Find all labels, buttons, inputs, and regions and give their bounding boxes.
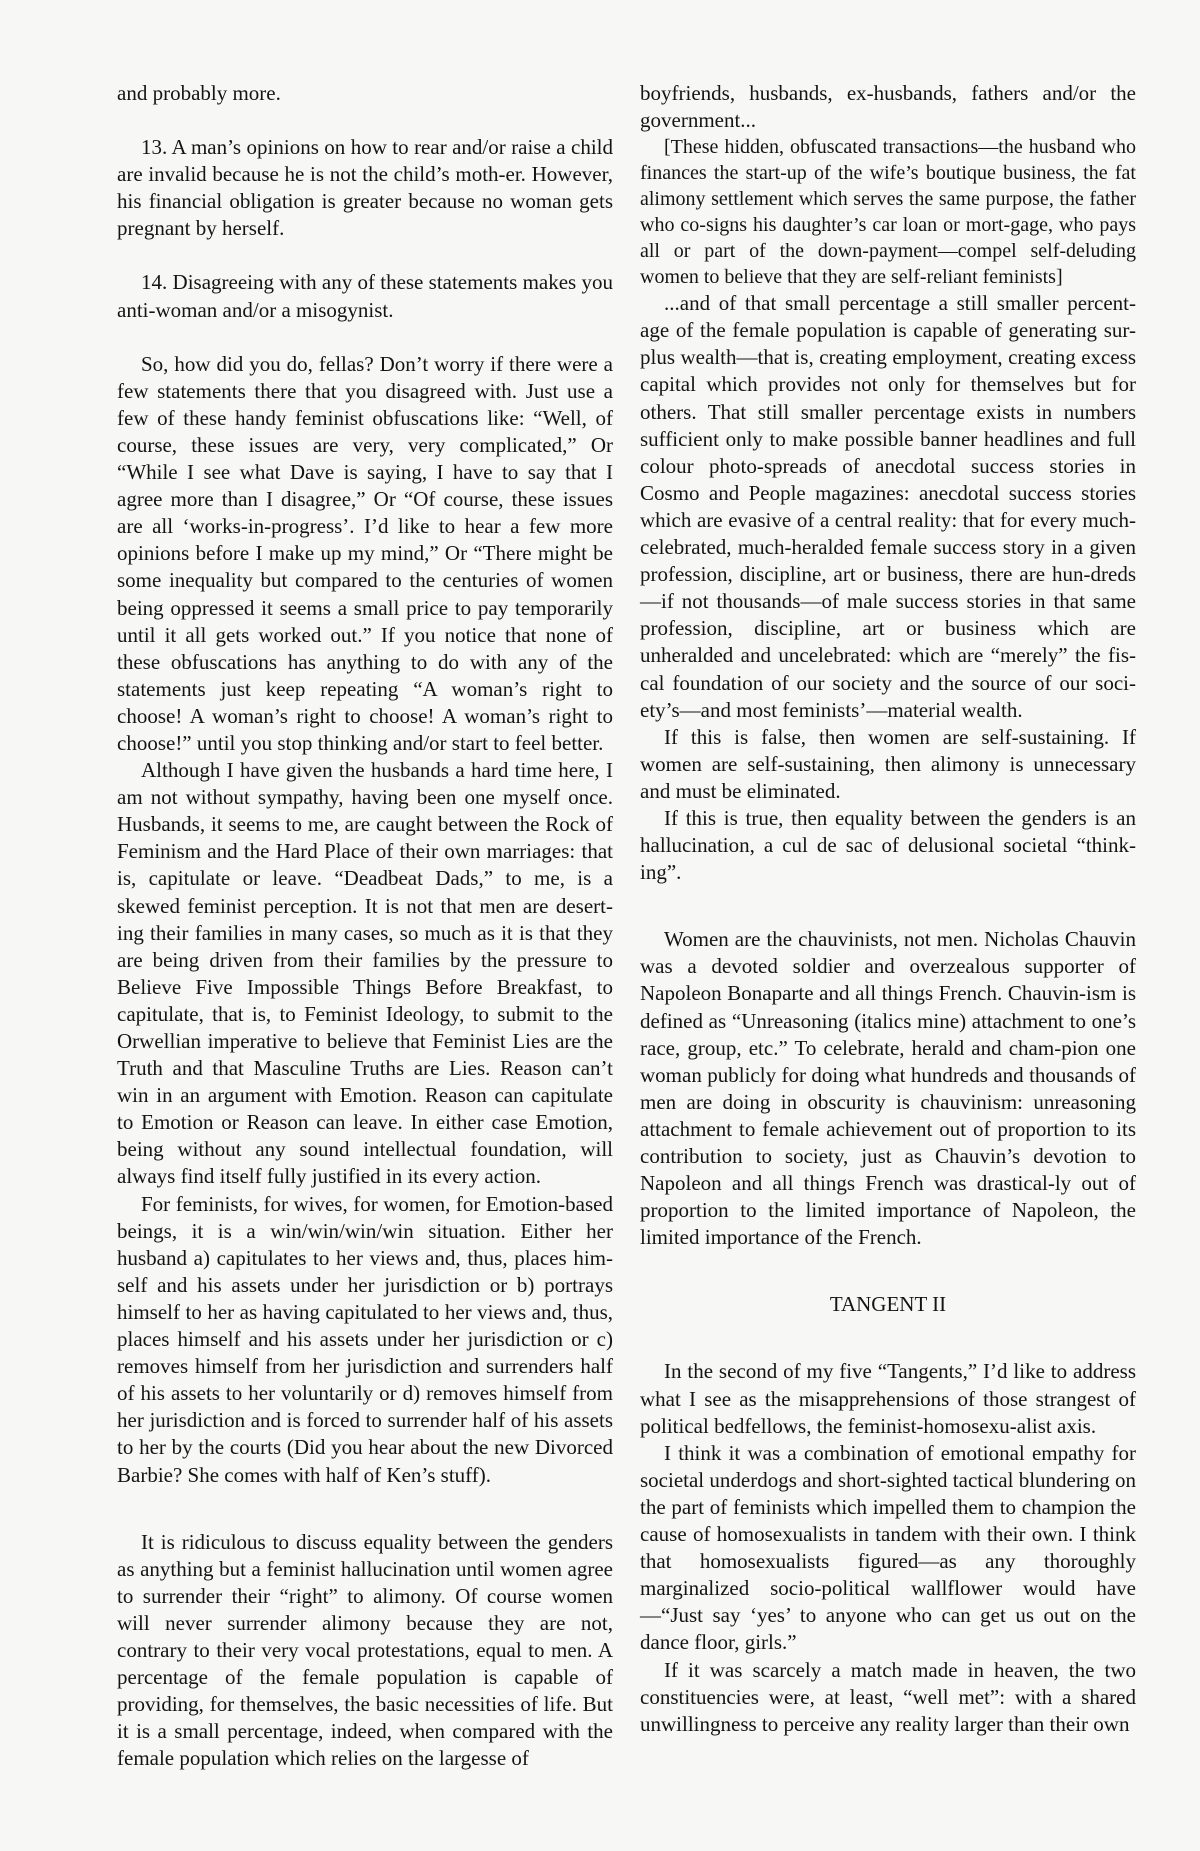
right-column [640,80,1136,1738]
paragraph: It is ridiculous to discuss equality between the genders as anything but a feminist hallucination until women agree to surrender their “right” to alimony. Of course women will never surrender alimony because they are not, contrary to their very vocal protestations, equal to men. A percentage of the female population is capable of providing, for themselves, the basic necessities of life. But it is a small percentage, indeed, when compared with the female population which relies on the largesse of [117,1529,613,1771]
paragraph: and probably more. [117,81,281,105]
paragraph: Although I have given the husbands a hard time here, I am not without sympathy, having been one myself once. Husbands, it seems to me, are caught between the Rock of Feminism and the Hard Place of their own marriages: that is, capitulate or leave. “Deadbeat Dads,” to me, is a skewed feminist perception. It is not that men are desert-ing their families in many cases, so much as it is that they are being driven from their families by the pressure to Believe Five Impossible Things Before Breakfast, to capitulate, that is, to Feminist Ideology, to submit to the Orwellian imperative to believe that Feminist Lies are the Truth and that Masculine Truths are Lies. Reason can’t win in an argument with Emotion. Reason can capitulate to Emotion or Reason can leave. In either case Emotion, being without any sound intellectual foundation, will always find itself fully justified in its every action. [117,758,613,1189]
paragraph: If it was scarcely a match made in heaven, the two constituencies were, at least, “well met”: with a shared unwillingness to perceive any reality larger than their own [640,1657,1136,1736]
paragraph: Women are the chauvinists, not men. Nicholas Chauvin was a devoted soldier and overzealous supporter of Napoleon Bonaparte and all things French. Chauvin-ism is defined as “Unreasoning (italics mine) attachment to one’s race, group, etc.” To celebrate, herald and cham-pion one woman publicly for doing what hundreds and thousands of men are doing in obscurity is chauvinism: unreasoning attachment to female achievement out of proportion to its contribution to society, just as Chauvin’s devotion to Napoleon and all things French was drastical-ly out of proportion to the limited importance of Napoleon, the limited importance of the French. [640,927,1136,1250]
paragraph: I think it was a combination of emotional empathy for societal underdogs and short-sighted tactical blundering on the part of feminists which impelled them to champion the cause of homosexualists in tandem with their own. I think that homosexualists figured—as any thoroughly marginalized socio-political wallflower would have—“Just say ‘yes’ to anyone who can get us out on the dance floor, girls.” [640,1440,1136,1655]
left-column [117,80,613,1772]
bracketed-paragraph: [These hidden, obfuscated transactions—the husband who finances the start-up of the wife’s boutique business, the fat alimony settlement which serves the same purpose, the father who co-signs his daughter’s car loan or mort-gage, who pays all or part of the down-payment—compel self-deluding women to believe that they are self-reliant feminists] [640,136,1136,289]
list-item-13: 13. A man’s opinions on how to rear and/or raise a child are invalid because he is not the child’s moth-er. However, his financial obligation is greater because no woman gets pregnant by herself. [117,135,613,241]
list-item-14: 14. Disagreeing with any of these statements makes you anti-woman and/or a misogynist. [117,270,613,322]
paragraph: ...and of that small percentage a still smaller percent-age of the female population is capable of generating sur-plus wealth—that is, creating employment, creating excess capital which provides not only for themselves but for others. That still smaller percentage exists in numbers sufficient only to make possible banner headlines and full colour photo-spreads of anecdotal success stories in Cosmo and People magazines: anecdotal success stories which are evasive of a central reality: that for every much-celebrated, much-heralded female success story in a given profession, discipline, art or business, there are hun-dreds—if not thousands—of male success stories in that same profession, discipline, art or business which are unheralded and uncelebrated: which are “merely” the fis-cal foundation of our society and the source of our soci-ety’s—and most feminists’—material wealth. [640,291,1136,722]
paragraph: For feminists, for wives, for women, for Emotion-based beings, it is a win/win/win/win situation. Either her husband a) capitulates to her views and, thus, places him-self and his assets under her jurisdiction or b) portrays himself to her as having capitulated to her views and, thus, places himself and his assets under her jurisdiction or c) removes himself from her jurisdiction and surrenders half of his assets to her voluntarily or d) removes himself from her jurisdiction and is forced to surrender half of his assets to her by the courts (Did you hear about the new Divorced Barbie? She comes with half of Ken’s stuff). [117,1191,613,1487]
paragraph: boyfriends, husbands, ex-husbands, fathers and/or the government... [640,81,1136,133]
paragraph: If this is true, then equality between the genders is an hallucination, a cul de sac of delusional societal “think-ing”. [640,805,1136,885]
paragraph: So, how did you do, fellas? Don’t worry if there were a few statements there that you disagreed with. Just use a few of these handy feminist obfuscations like: “Well, of course, these issues are very, very complicated,” Or “While I see what Dave is saying, I have to say that I agree more than I disagree,” Or “Of course, these issues are all ‘works-in-progress’. I’d like to hear a few more opinions before I make up my mind,” Or “There might be some inequality but compared to the centuries of women being oppressed it seems a small price to pay temporarily until it all gets worked out.” If you notice that none of these obfuscations has anything to do with any of the statements just keep repeating “A woman’s right to choose! A woman’s right to choose! A woman’s right to choose!” until you stop thinking and/or start to feel better. [117,351,613,755]
section-heading: TANGENT II [829,1292,947,1317]
paragraph: If this is false, then women are self-sustaining. If women are self-sustaining, then alimony is unnecessary and must be eliminated. [640,724,1136,803]
paragraph: In the second of my five “Tangents,” I’d like to address what I see as the misapprehensions of those strangest of political bedfellows, the feminist-homosexu-alist axis. [640,1359,1136,1438]
